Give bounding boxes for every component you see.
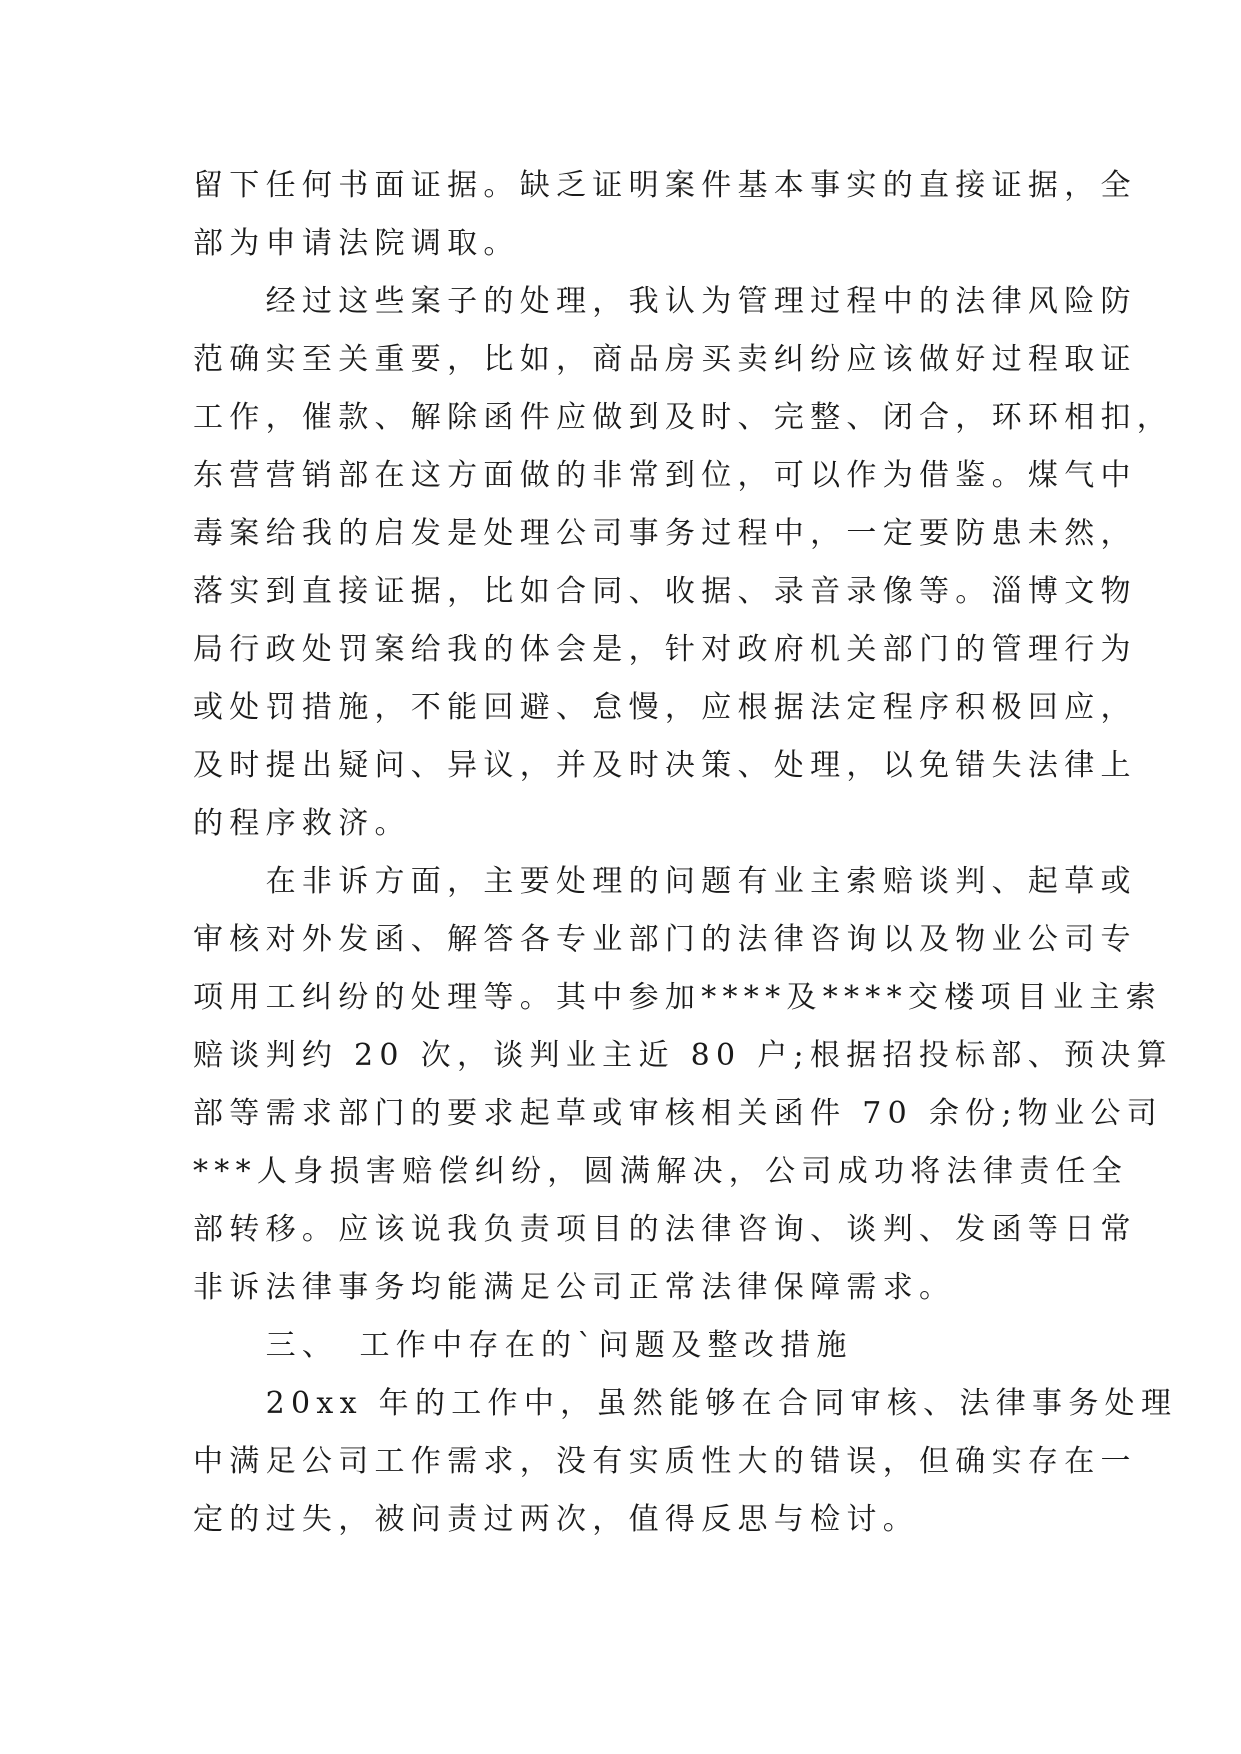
section-heading: [193, 1317, 1063, 1375]
text-line: 局行政处罚案给我的体会是，针对政府机关部门的管理行为: [193, 632, 1137, 667]
paragraph: [193, 273, 1174, 853]
text-line: 部转移。应该说我负责项目的法律咨询、谈判、发函等日常: [193, 1212, 1137, 1247]
text-line: 范确实至关重要，比如，商品房买卖纠纷应该做好过程取证: [193, 342, 1137, 377]
text-line: 部等需求部门的要求起草或审核相关函件 70 余份;物业公司: [193, 1096, 1164, 1131]
paragraph: [193, 157, 1137, 273]
text-line: ***人身损害赔偿纠纷，圆满解决，公司成功将法律责任全: [193, 1154, 1129, 1189]
paragraph: [193, 853, 1173, 1317]
text-line: 中满足公司工作需求，没有实质性大的错误，但确实存在一: [193, 1444, 1137, 1479]
text-line: 审核对外发函、解答各专业部门的法律咨询以及物业公司专: [193, 922, 1137, 957]
text-line: 及时提出疑问、异议，并及时决策、处理，以免错失法律上: [193, 748, 1137, 783]
text-line: 20xx 年的工作中，虽然能够在合同审核、法律事务处理: [193, 1386, 1178, 1421]
text-line: 在非诉方面，主要处理的问题有业主索赔谈判、起草或: [193, 864, 1137, 899]
text-line: 经过这些案子的处理，我认为管理过程中的法律风险防: [193, 284, 1137, 319]
text-line: 落实到直接证据，比如合同、收据、录音录像等。淄博文物: [193, 574, 1137, 609]
text-line: 东营营销部在这方面做的非常到位，可以作为借鉴。煤气中: [193, 458, 1137, 493]
text-line: 留下任何书面证据。缺乏证明案件基本事实的直接证据，全: [193, 168, 1137, 203]
text-line: 部为申请法院调取。: [193, 226, 520, 261]
text-line: 工作，催款、解除函件应做到及时、完整、闭合，环环相扣，: [193, 400, 1174, 435]
text-line: 非诉法律事务均能满足公司正常法律保障需求。: [193, 1270, 956, 1305]
heading-line: 三、 工作中存在的`问题及整改措施: [193, 1328, 853, 1363]
paragraph: [193, 1375, 1178, 1549]
text-line: 或处罚措施，不能回避、怠慢，应根据法定程序积极回应，: [193, 690, 1137, 725]
text-line: 毒案给我的启发是处理公司事务过程中，一定要防患未然，: [193, 516, 1137, 551]
text-line: 定的过失，被问责过两次，值得反思与检讨。: [193, 1502, 919, 1537]
document-body: [193, 157, 1178, 1549]
text-line: 赔谈判约 20 次，谈判业主近 80 户;根据招投标部、预决算: [193, 1038, 1173, 1073]
text-line: 的程序救济。: [193, 806, 411, 841]
text-line: 项用工纠纷的处理等。其中参加****及****交楼项目业主索: [193, 980, 1162, 1015]
